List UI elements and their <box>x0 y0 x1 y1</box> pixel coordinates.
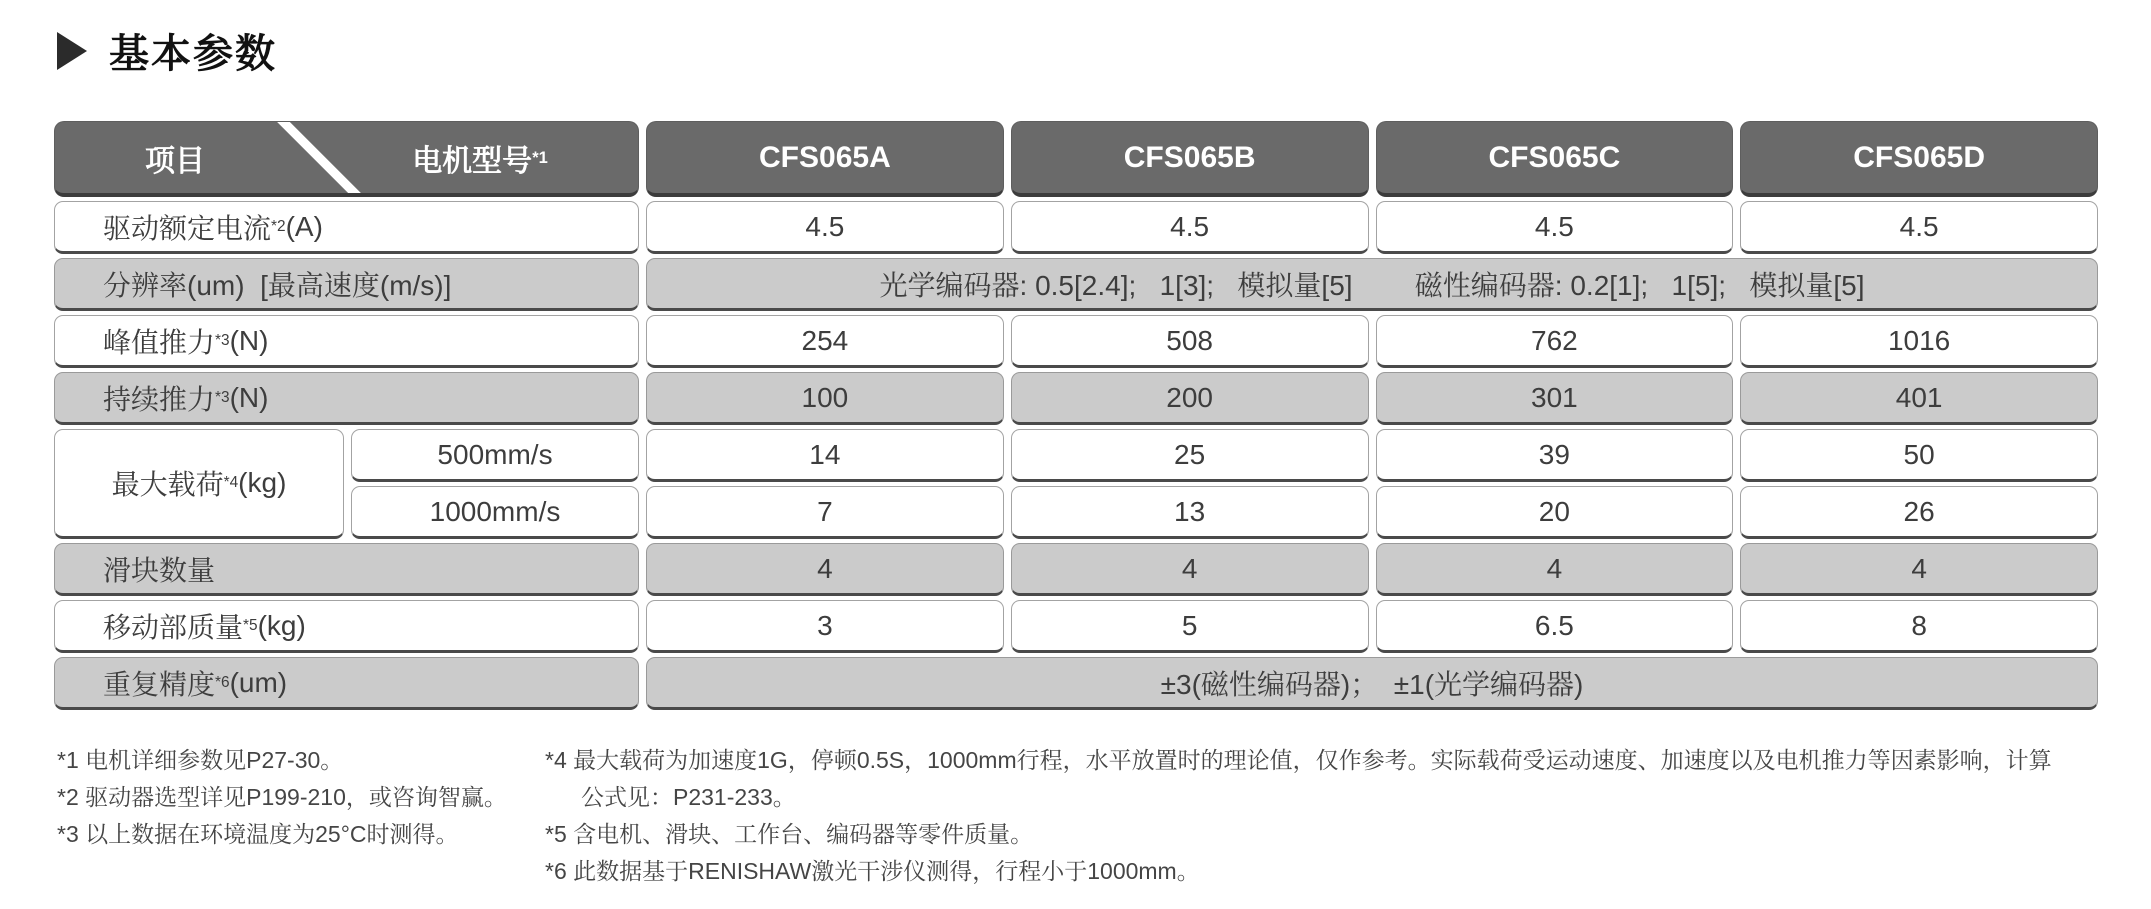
column-header-cfs065b: CFS065B <box>1011 121 1369 197</box>
footnote-line-5: *5 含电机、滑块、工作台、编码器等零件质量。 <box>545 821 1034 847</box>
footnote-line-4-cont: 公式见：P231-233。 <box>581 784 796 810</box>
row-label-resolution: 分辨率(um) [最高速度(m/s)] <box>54 258 639 311</box>
row-label-repeatability: 重复精度 *6 (um) <box>54 657 639 710</box>
value-cell: 26 <box>1740 486 2098 539</box>
value-cell: 3 <box>646 600 1004 653</box>
row-label-moving-mass: 移动部质量 *5 (kg) <box>54 600 639 653</box>
value-cell: 254 <box>646 315 1004 368</box>
value-cell: 8 <box>1740 600 2098 653</box>
value-cell: 4.5 <box>1376 201 1734 254</box>
value-cell: 5 <box>1011 600 1369 653</box>
value-cell: 14 <box>646 429 1004 482</box>
column-header-cfs065d: CFS065D <box>1740 121 2098 197</box>
row-label-slider-count: 滑块数量 <box>54 543 639 596</box>
footnote-line-2: *2 驱动器选型详见P199-210，或咨询智赢。 <box>57 784 507 810</box>
value-cell: 1016 <box>1740 315 2098 368</box>
header-item-label: 项目 <box>145 144 205 178</box>
value-cell: 4.5 <box>646 201 1004 254</box>
value-cell: 100 <box>646 372 1004 425</box>
repeatability-span-cell: ±3(磁性编码器)； ±1(光学编码器) <box>646 657 2098 710</box>
row-label-max-load: 最大载荷 *4 (kg) <box>54 429 344 539</box>
row-label-peak-force: 峰值推力 *3 (N) <box>54 315 639 368</box>
value-cell: 4.5 <box>1011 201 1369 254</box>
footnote-line-4: *4 最大载荷为加速度1G，停顿0.5S，1000mm行程，水平放置时的理论值，仅作参考。实际载荷受运动速度、加速度以及电机推力等因素影响，计算 <box>545 747 2052 773</box>
column-header-cfs065c: CFS065C <box>1376 121 1734 197</box>
value-cell: 4 <box>1740 543 2098 596</box>
value-cell: 20 <box>1376 486 1734 539</box>
value-cell: 4 <box>1376 543 1734 596</box>
value-cell: 13 <box>1011 486 1369 539</box>
header-corner-cell <box>54 121 639 197</box>
row-label-continuous-force: 持续推力 *3 (N) <box>54 372 639 425</box>
subrow-label-1000mms: 1000mm/s <box>351 486 639 539</box>
row-label-rated-current: 驱动额定电流 *2 (A) <box>54 201 639 254</box>
section-arrow-icon <box>57 32 87 70</box>
value-cell: 301 <box>1376 372 1734 425</box>
footnote-line-1: *1 电机详细参数见P27-30。 <box>57 747 344 773</box>
footnote-line-3: *3 以上数据在环境温度为25°C时测得。 <box>57 821 459 847</box>
value-cell: 4 <box>1011 543 1369 596</box>
value-cell: 762 <box>1376 315 1734 368</box>
value-cell: 50 <box>1740 429 2098 482</box>
value-cell: 4 <box>646 543 1004 596</box>
value-cell: 200 <box>1011 372 1369 425</box>
footnotes-right <box>545 742 2125 890</box>
header-motor-label: 电机型号 *1 <box>412 144 548 178</box>
section-header <box>57 22 277 79</box>
value-cell: 6.5 <box>1376 600 1734 653</box>
value-cell: 401 <box>1740 372 2098 425</box>
column-header-cfs065a: CFS065A <box>646 121 1004 197</box>
value-cell: 508 <box>1011 315 1369 368</box>
spec-table <box>54 121 2098 710</box>
value-cell: 25 <box>1011 429 1369 482</box>
value-cell: 7 <box>646 486 1004 539</box>
value-cell: 39 <box>1376 429 1734 482</box>
subrow-label-500mms: 500mm/s <box>351 429 639 482</box>
footnote-line-6: *6 此数据基于RENISHAW激光干涉仪测得，行程小于1000mm。 <box>545 858 1200 884</box>
value-cell: 4.5 <box>1740 201 2098 254</box>
page-title: 基本参数 <box>109 32 277 76</box>
footnotes-left <box>57 742 527 853</box>
resolution-span-cell: 光学编码器: 0.5[2.4]; 1[3]; 模拟量[5] 磁性编码器: 0.2[1]; 1[5]; 模拟量[5] <box>646 258 2098 311</box>
